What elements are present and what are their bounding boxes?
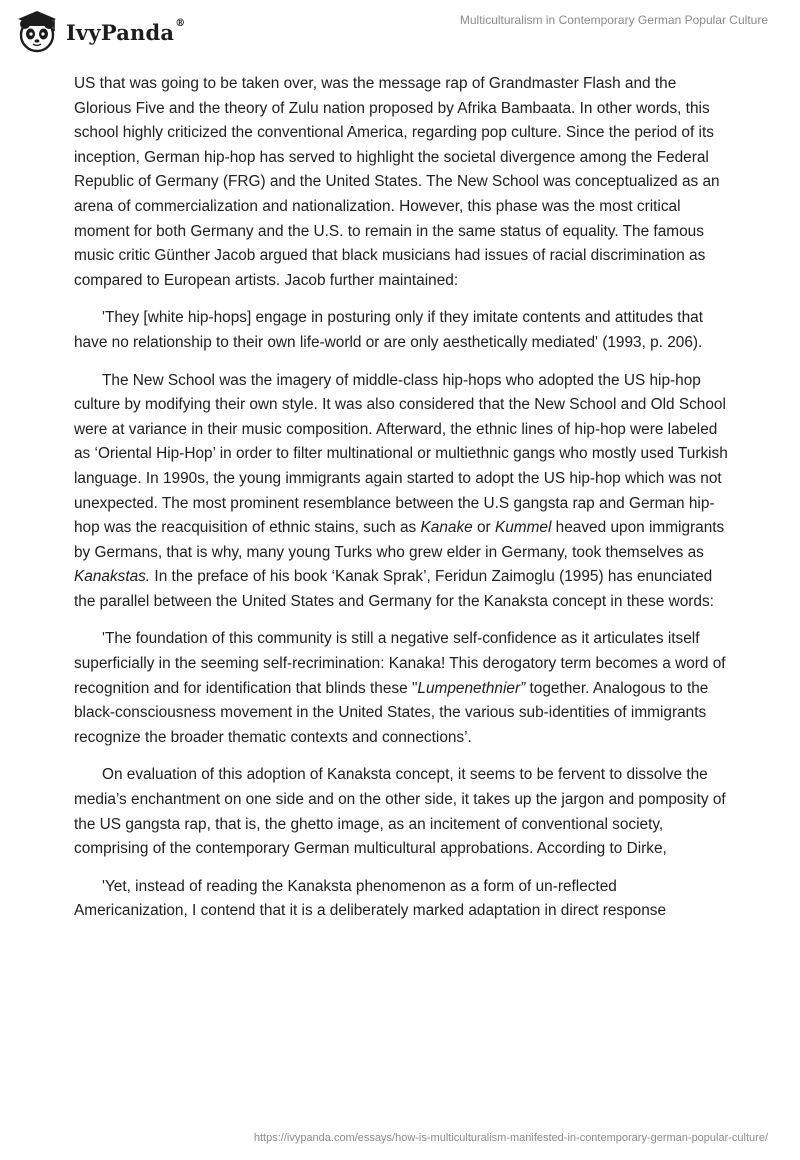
paragraph: On evaluation of this adoption of Kanaksta concept, it seems to be fervent to dissolve the media’s enchantment on one side and on the other side, it takes up the jargon and pomposity of the US gangsta rap, that is, the ghetto image, as an incitement of conventional society, comprising of the contemporary German multicultural approbations. According to Dirke, (74, 766, 726, 858)
page-header (0, 0, 800, 56)
source-url[interactable]: https://ivypanda.com/essays/how-is-multiculturalism-manifested-in-contemporary-german-popular-culture/ (253, 1132, 768, 1144)
paragraph: The New School was the imagery of middle-class hip-hops who adopted the US hip-hop culture by modifying their own style. It was also considered that the New School and Old School were at variance in their music composition. Afterward, the ethnic lines of hip-hop were labeled as ‘Oriental Hip-Hop’ in order to filter multinational or multiethnic gangs who mostly used Turkish language. In 1990s, the young immigrants again started to adopt the US hip-hop which was not unexpected. The most prominent resemblance between the U.S gangsta rap and German hip-hop was the reacquisition of ethnic stains, such as Kanake or Kummel heaved upon immigrants by Germans, that is why, many young Turks who grew elder in Germany, took themselves as Kanakstas. In the preface of his book ‘Kanak Sprak’, Feridun Zaimoglu (1995) has enunciated the parallel between the United States and Germany for the Kanaksta concept in these words: (74, 371, 728, 610)
brand-name: IvyPanda® (66, 17, 186, 45)
block-quote: 'The foundation of this community is still a negative self-confidence as it articulates itself superficially in the seeming self-recrimination: Kanaka! This derogatory term becomes a word of recognition and for identification that blinds these "Lumpenethnier” together. Analogous to the black-consciousness movement in the United States, the various sub-identities of immigrants recognize the broader thematic contexts and connections’. (74, 630, 726, 746)
panda-graduate-icon (14, 9, 60, 55)
ivypanda-logo[interactable] (14, 9, 185, 55)
document-title: Multiculturalism in Contemporary German Popular Culture (459, 13, 768, 27)
block-quote: 'They [white hip-hops] engage in posturing only if they imitate contents and attitudes that have no relationship to their own life-world or are only aesthetically mediated' (1993, p. 206). (74, 309, 703, 351)
essay-body (74, 72, 730, 937)
block-quote: 'Yet, instead of reading the Kanaksta phenomenon as a form of un-reflected Americanization, I contend that it is a deliberately marked adaptation in direct response (74, 877, 667, 920)
paragraph: US that was going to be taken over, was the message rap of Grandmaster Flash and the Glorious Five and the theory of Zulu nation proposed by Afrika Bambaata. In other words, this school highly criticized the conventional America, regarding pop culture. Since the period of its inception, German hip-hop has served to highlight the societal divergence among the Federal Republic of Germany (FRG) and the United States. The New School was conceptualized as an arena of commercialization and nationalization. However, this phase was the most critical moment for both Germany and the U.S. to remain in the same status of equality. The famous music critic Günther Jacob argued that black musicians had issues of racial discrimination as compared to European artists. Jacob further maintained: (74, 75, 720, 289)
